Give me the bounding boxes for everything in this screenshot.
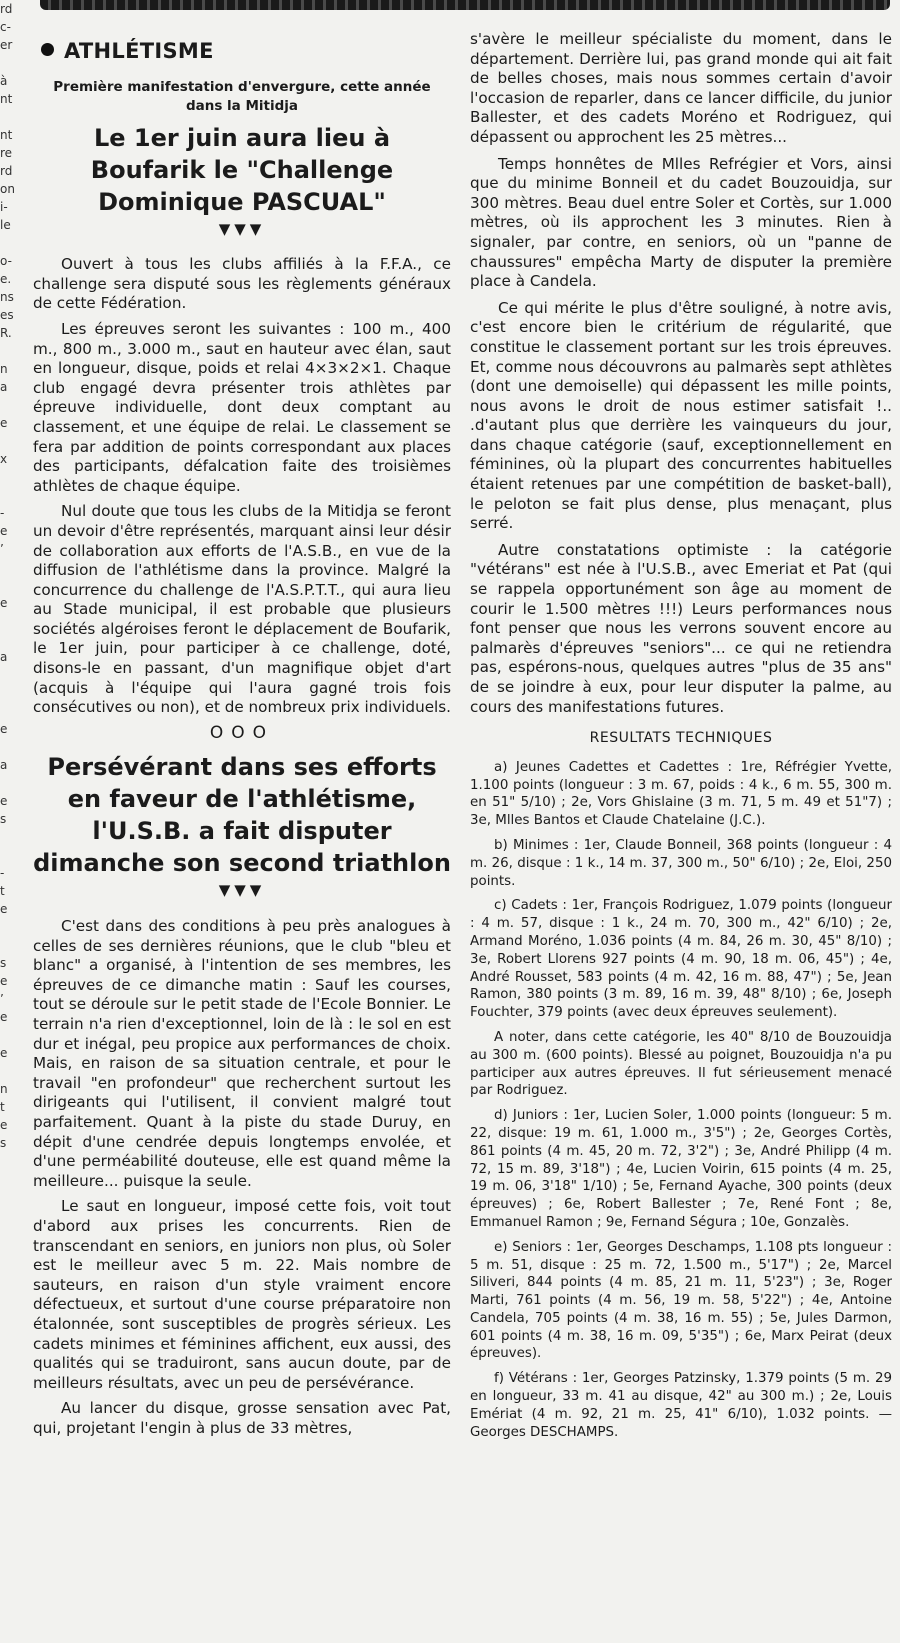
margin-fragment: e [0,1118,8,1132]
margin-fragment [0,108,20,126]
paragraph: Temps honnêtes de Mlles Refrégier et Vors, ainsi que du minime Bonneil et du cadet Bouzouidja, sur 300 mètres. Beau duel entre Soler et Cortès, sur 1.000 mètres, où ils approchent les 3 minutes. Rien à signaler, par contre, en seniors, où un "panne de chaussures" empêcha Marty de disputer la première place à Candela. [470,154,892,291]
paragraph: Le saut en longueur, imposé cette fois, voit tout d'abord aux prises les concurrents. Rien de transcendant en seniors, en juniors non plus, où Soler est le meilleur avec 5 m. 22. Mais nombre de sauteurs, en raison d'un style vraiment encore défectueux, et surtout d'une course préparatoire non étalonnée, sont susceptibles de progrès sérieux. Les cadets minimes et féminines affichent, eux aussi, des qualités qui se traduiront, sans aucun doute, par de meilleurs résultats, avec un peu de persévérance. [33,1197,451,1392]
margin-fragment: i- [0,200,8,214]
left-column [33,22,451,1444]
margin-fragment: e [0,794,8,808]
margin-fragment [0,396,20,414]
margin-fragment [0,1422,20,1440]
margin-fragment: ’ [0,992,4,1006]
paragraph: C'est dans des conditions à peu près analogues à celles de ses dernières réunions, que le club "bleu et blanc" a organisé, à l'intention de ses membres, les épreuves de ce dimanche matin : Sauf les courses, tout se déroule sur le petit stade de l'Ecole Bonnier. Le terrain n'a rien d'exceptionnel, loin de là : le sol en est dur et inégal, peu propice aux performances de choix. Mais, en raison de sa situation centrale, et pour le travail "en profondeur" que recherchent surtout les dirigeants qui l'utilisent, il convient malgré tout parfaitement. Quant à la piste du stade Duruy, en dépit d'une cendrée depuis longtemps envolée, et d'une perméabilité douteuse, elle est quand même la meilleure... puisque la seule. [33,917,451,1190]
results-list [470,759,892,1442]
margin-fragment: n [0,362,8,376]
margin-fragment: le [0,218,11,232]
margin-fragment: ns [0,290,14,304]
margin-fragment: e [0,902,8,916]
circles-ornament: OOO [209,722,275,743]
margin-fragment: e [0,596,8,610]
kicker: Première manifestation d'envergure, cette année dans la Mitidja [53,78,431,114]
margin-fragment [0,1026,20,1044]
result-minimes: b) Minimes : 1er, Claude Bonneil, 368 points (longueur : 4 m. 26, disque : 1 k., 14 m. 37, 300 m., 50" 6/10) ; 2e, Eloi, 250 points. [470,837,892,889]
margin-fragment: rd [0,164,13,178]
margin-fragment: e [0,1010,8,1024]
margin-fragment: a [0,380,8,394]
margin-fragment: n [0,1082,8,1096]
margin-fragment [0,1152,20,1170]
margin-fragment: a [0,650,8,664]
headline-challenge: Le 1er juin aura lieu à Boufarik le "Challenge Dominique PASCUAL" [90,123,394,216]
margin-fragment: e [0,524,8,538]
margin-fragment: c- [0,20,11,34]
margin-fragment: R. [0,326,12,340]
margin-fragment [0,828,20,846]
margin-fragment [0,1314,20,1332]
margin-fragment [0,918,20,936]
margin-fragment [0,774,20,792]
margin-fragment [0,1440,20,1458]
paragraph: s'avère le meilleur spécialiste du moment, dans le département. Derrière lui, pas grand monde qui ait fait de belles choses, mais nous sommes certain d'avoir l'occasion de reparler, dans ce lancer difficile, du junior Ballester, et des cadets Moréno et Rodriguez, qui dépassent ou approchent les 25 mètres... [470,30,892,146]
margin-fragment: re [0,146,13,160]
margin-fragment [0,342,20,360]
margin-fragment: t [0,884,5,898]
margin-fragment: à [0,74,8,88]
margin-fragment: on [0,182,15,196]
triangles-ornament: ▼▼▼ [218,881,266,900]
paragraph: Ouvert à tous les clubs affiliés à la F.F.A., ce challenge sera disputé sous les règlements généraux de cette Fédération. [33,255,451,313]
margin-fragment: rd [0,2,13,16]
result-jeunes-cadettes: a) Jeunes Cadettes et Cadettes : 1re, Réfrégier Yvette, 1.100 points (longueur : 3 m. 67, poids : 4 k., 6 m. 55, 300 m. en 51" 5/10) ; 2e, Vors Ghislaine (3 m. 71, 5 m. 49 et 51"7) ; 3e, Mlles Bantos et Claude Chatelaine (J.C.). [470,759,892,829]
result-juniors: d) Juniors : 1er, Lucien Soler, 1.000 points (longueur: 5 m. 22, disque: 19 m. 61, 1.000 m., 3'5") ; 2e, Georges Cortès, 861 points (4 m. 45, 20 m. 72, 3'2") ; 3e, André Philipp (4 m. 72, 15 m. 89, 3'18") ; 4e, Lucien Voirin, 615 points (4 m. 25, 19 m. 06, 3'18" 1/10) ; 5e, Fernand Ayache, 300 points (deux épreuves) ; 6e, Robert Ballester ; 7e, René Font ; 8e, Emmanuel Ramon ; 9e, Fernand Ségura ; 10e, Gonzalès. [470,1108,892,1230]
margin-fragment [0,1224,20,1242]
margin-fragment [0,846,20,864]
margin-fragment: e [0,974,8,988]
margin-fragment [0,1260,20,1278]
margin-fragment [0,1296,20,1314]
margin-fragment: a [0,758,8,772]
margin-fragment: es [0,308,14,322]
page-top-border [40,0,890,10]
paragraph: Au lancer du disque, grosse sensation avec Pat, qui, projetant l'engin à plus de 33 mètres, [33,1399,451,1437]
margin-fragment [0,936,20,954]
margin-fragment [0,666,20,684]
margin-fragment [0,612,20,630]
results-title: RESULTATS TECHNIQUES [589,730,773,747]
margin-fragment [0,702,20,720]
margin-fragment: - [0,866,5,880]
margin-fragment [0,1242,20,1260]
triangles-ornament: ▼▼▼ [218,219,266,238]
margin-fragment [0,630,20,648]
margin-fragment [0,468,20,486]
margin-fragment: er [0,38,13,52]
margin-fragment [0,684,20,702]
margin-fragment: - [0,506,5,520]
margin-fragment: ’ [0,542,4,556]
result-note: A noter, dans cette catégorie, les 40" 8/10 de Bouzouidja au 300 m. (600 points). Blessé au poignet, Bouzouidja n'a pu participer aux autres épreuves. Il fut sérieusement menacé par Rodriguez. [470,1029,892,1099]
paragraph: Les épreuves seront les suivantes : 100 m., 400 m., 800 m., 3.000 m., saut en hauteur avec élan, saut en longueur, disque, poids et relai 4×3×2×1. Chaque club engagé devra présenter trois athlètes par épreuve individuelle, dont deux comptant au classement, et une équipe de relai. Le classement se fera par addition de points correspondant aux places des participants, défalcation faite des troisièmes athlètes de chaque équipe. [33,319,451,495]
margin-fragment [0,1386,20,1404]
right-column [470,30,892,1448]
margin-fragment [0,1350,20,1368]
margin-fragment [0,1188,20,1206]
paragraph: Autre constatations optimiste : la catégorie "vétérans" est née à l'U.S.B., avec Emeriat et Pat (qui se rappela opportunément son âge au moment de courir le 1.500 mètres !!!) Leurs performances nous font penser que nous les verrons souvent encore au palmarès d'épreuves "seniors"... ce qui ne retiendra pas, espérons-nous, quelques autres "plus de 35 ans" de se joindre à eux, pour leur disputer la palme, au cours des manifestations futures. [470,540,892,716]
margin-fragment [0,234,20,252]
left-margin-fragments [0,0,20,1643]
bullet-icon [41,43,54,56]
result-cadets: c) Cadets : 1er, François Rodriguez, 1.079 points (longueur : 4 m. 57, disque : 1 k., 24 m. 70, 300 m., 42" 6/10) ; 2e, Armand Moréno, 1.036 points (4 m. 84, 26 m. 30, 45" 8/10) ; 3e, Robert Llorens 927 points (4 m. 90, 18 m. 06, 45") ; 4e, André Rousset, 583 points (4 m. 42, 16 m. 88, 47") ; 5e, Jean Ramon, 380 points (3 m. 89, 16 m. 39, 48" 8/10) ; 6e, Joseph Fouchter, 379 points (avec deux épreuves seulement). [470,898,892,1021]
margin-fragment [0,1170,20,1188]
paragraph: Ce qui mérite le plus d'être souligné, à notre avis, c'est encore bien le critérium de régularité, que constitue le classement portant sur les trois épreuves. Et, comme nous découvrons au palmarès sept athlètes (dont une demoiselle) qui dépassent les mille points, nous avons le droit de nous estimer satisfait !.. .d'autant plus que derrière les vainqueurs du jour, dans chaque catégorie (sauf, exceptionnellement en féminines, où la plupart des concurrentes habituelles étaient retenues par une compétition de basket-ball), le peloton se fait plus dense, plus menaçant, plus serré. [470,298,892,533]
margin-fragment [0,486,20,504]
margin-fragment: nt [0,92,13,106]
headline-triathlon: Persévérant dans ses efforts en faveur de l'athlétisme, l'U.S.B. a fait disputer dimanche son second triathlon [33,753,451,878]
margin-fragment [0,54,20,72]
result-seniors: e) Seniors : 1er, Georges Deschamps, 1.108 pts longueur : 5 m. 51, disque : 25 m. 72, 1.500 m., 5'17") ; 2e, Marcel Siliveri, 844 points (4 m. 85, 21 m. 11, 5'23") ; 3e, Roger Marti, 761 points (4 m. 56, 19 m. 58, 5'22") ; 4e, Antoine Candela, 705 points (4 m. 38, 16 m. 55) ; 5e, Jules Darmon, 601 points (4 m. 38, 16 m. 09, 5'35") ; 6e, Marx Peirat (deux épreuves). [470,1239,892,1362]
margin-fragment [0,1458,20,1476]
margin-fragment: e [0,1046,8,1060]
margin-fragment: t [0,1100,5,1114]
margin-fragment [0,1404,20,1422]
paragraph: Nul doute que tous les clubs de la Mitidja se feront un devoir d'être représentés, marquant ainsi leur désir de collaboration aux efforts de l'A.S.B., en vue de la diffusion de l'athlétisme dans la province. Malgré la concurrence du challenge de l'A.S.P.T.T., qui aura lieu au Stade municipal, il est probable que plusieurs sociétés algéroises feront le déplacement de Boufarik, le 1er juin, pour participer à ce challenge, doté, disons-le en passant, d'un magnifique objet d'art (acquis à l'équipe qui l'aura gagné trois fois consécutives ou non), et de nombreux prix individuels. [33,502,452,717]
margin-fragment: s [0,956,7,970]
margin-fragment: s [0,812,7,826]
margin-fragment: e. [0,272,12,286]
margin-fragment [0,1206,20,1224]
margin-fragment [0,1368,20,1386]
margin-fragment [0,432,20,450]
result-veterans: f) Vétérans : 1er, Georges Patzinsky, 1.379 points (5 m. 29 en longueur, 33 m. 41 au disque, 42" au 300 m.) ; 2e, Louis Emériat (4 m. 92, 21 m. 25, 41" 6/10), 1.032 points. — Georges DESCHAMPS. [470,1371,892,1440]
margin-fragment: s [0,1136,7,1150]
margin-fragment [0,1062,20,1080]
margin-fragment: o- [0,254,12,268]
margin-fragment [0,738,20,756]
margin-fragment [0,576,20,594]
margin-fragment: e [0,722,8,736]
margin-fragment: x [0,452,8,466]
margin-fragment [0,558,20,576]
margin-fragment: nt [0,128,13,142]
section-title: ATHLÉTISME [41,42,451,62]
margin-fragment: e [0,416,8,430]
margin-fragment [0,1278,20,1296]
margin-fragment [0,1332,20,1350]
